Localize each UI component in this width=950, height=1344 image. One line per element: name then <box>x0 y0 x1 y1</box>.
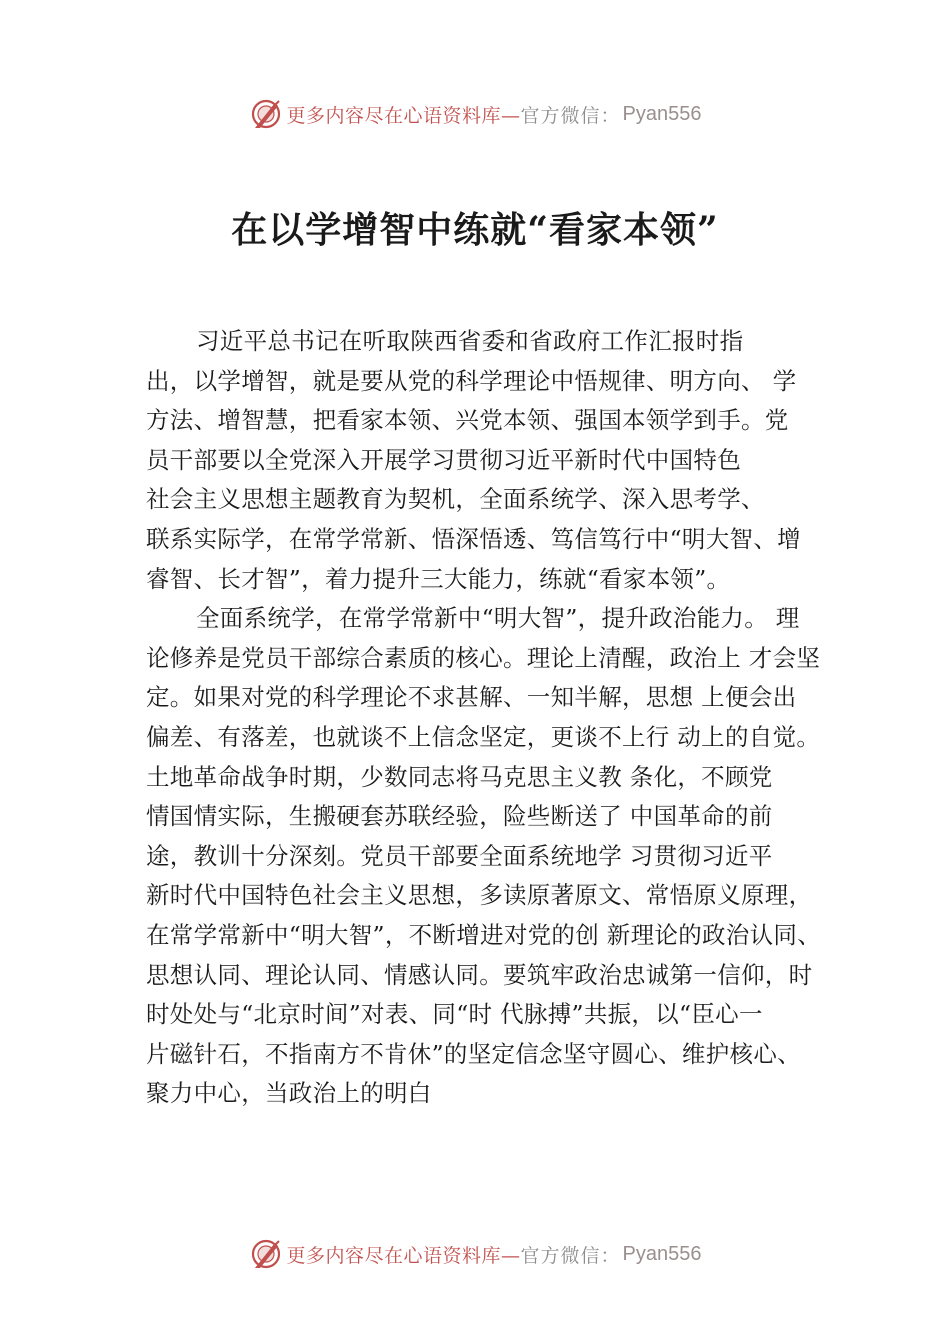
watermark-main-text: 更多内容尽在心语资料库— <box>286 104 521 127</box>
watermark-wechat-label: 官方微信： <box>520 1244 621 1267</box>
footer-watermark <box>0 1234 950 1274</box>
paragraph-line: 新时代中国特色社会主义思想，多读原著原文、常悟原义原理， <box>146 881 813 910</box>
paragraph-line: 睿智、长才智”，着力提升三大能力，练就“看家本领”。 <box>146 564 731 593</box>
paragraph-line: 时处处与“北京时间”对表、同“时 代脉搏”共振，以“臣心一 <box>146 1000 763 1029</box>
paragraph-line: 思想认同、理论认同、情感认同。要筑牢政治忠诚第一信仰，时 <box>146 960 813 989</box>
paragraph-line: 途，教训十分深刻。党员干部要全面系统地学 习贯彻习近平 <box>146 841 773 870</box>
quill-pen-logo-icon <box>249 1237 283 1271</box>
watermark-main-text: 更多内容尽在心语资料库— <box>286 1244 521 1267</box>
paragraph-line: 情国情实际，生搬硬套苏联经验，险些断送了 中国革命的前 <box>146 802 773 831</box>
paragraph-line: 偏差、有落差，也就谈不上信念坚定，更谈不上行 动上的自觉。 <box>146 722 821 751</box>
paragraph-line: 聚力中心，当政治上的明白 <box>146 1079 432 1108</box>
paragraph-line: 习近平总书记在听取陕西省委和省政府工作汇报时指 <box>196 327 744 355</box>
paragraph-line: 联系实际学，在常学常新、悟深悟透、笃信笃行中“明大智、增 <box>146 524 801 553</box>
header-watermark <box>0 94 950 134</box>
paragraph-line: 土地革命战争时期，少数同志将马克思主义教 条化，不顾党 <box>146 762 773 791</box>
paragraph-line: 定。如果对党的科学理论不求甚解、一知半解，思想 上便会出 <box>146 683 797 712</box>
paragraph-line: 全面系统学，在常学常新中“明大智”，提升政治能力。 理 <box>196 604 800 633</box>
document-title: 在以学增智中练就“看家本领” <box>231 209 719 251</box>
paragraph-line: 在常学常新中“明大智”，不断增进对党的创 新理论的政治认同、 <box>146 920 821 949</box>
watermark-wechat-label: 官方微信： <box>520 104 621 127</box>
paragraph-line: 员干部要以全党深入开展学习贯彻习近平新时代中国特色 <box>146 445 741 474</box>
paragraph-line: 出，以学增智，就是要从党的科学理论中悟规律、明方向、 学 <box>146 366 797 395</box>
watermark-wechat-id: Pyan556 <box>622 1242 702 1265</box>
watermark-wechat-id: Pyan556 <box>622 102 702 125</box>
paragraph-line: 片磁针石，不指南方不肯休”的坚定信念坚守圆心、维护核心、 <box>146 1039 801 1068</box>
paragraph-line: 社会主义思想主题教育为契机，全面系统学、深入思考学、 <box>146 485 765 514</box>
paragraph-line: 方法、增智慧，把看家本领、兴党本领、强国本领学到手。党 <box>146 406 789 435</box>
quill-pen-logo-icon <box>249 97 283 131</box>
paragraph-line: 论修养是党员干部综合素质的核心。理论上清醒，政治上 才会坚 <box>146 643 821 672</box>
document-body <box>146 322 850 1114</box>
